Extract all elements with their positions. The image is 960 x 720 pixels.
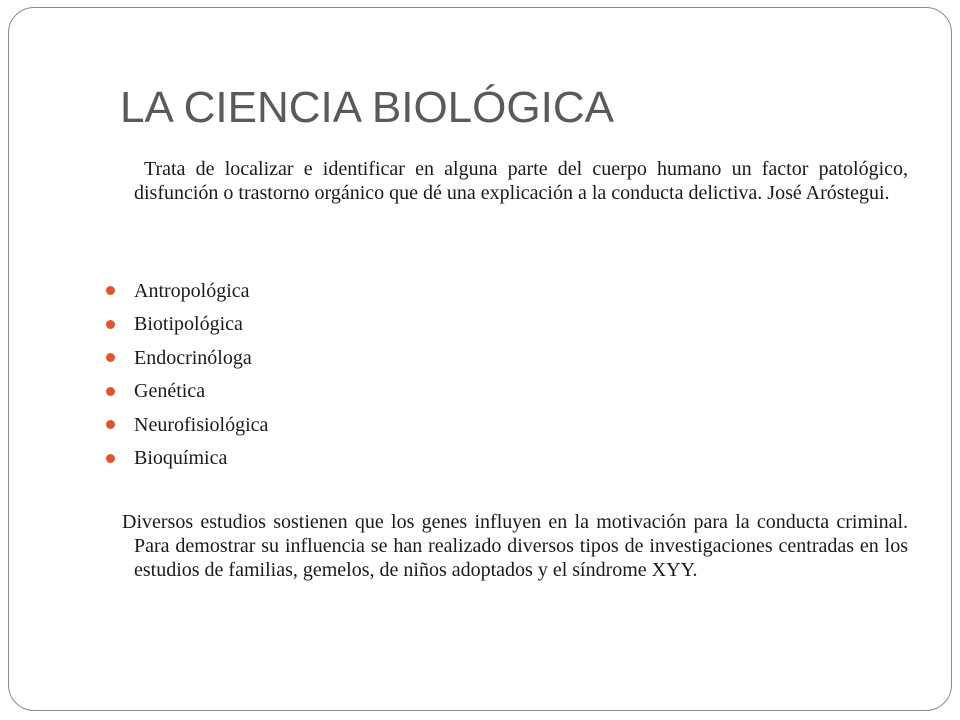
bullet-label: Genética [134,380,206,403]
bullet-label: Bioquímica [134,447,228,470]
list-item [106,442,268,476]
bullet-dot-icon [106,320,115,329]
list-item [106,408,268,442]
closing-paragraph: Diversos estudios sostienen que los genes influyen en la motivación para la conducta criminal. Para demostrar su influencia se han realizado diversos tipos de investigaciones centradas en los estudios de familias, gemelos, de niños adoptados y el síndrome XYY. [122,511,908,581]
bullet-label: Biotipológica [134,313,243,336]
list-item [106,375,268,409]
intro-paragraph: Trata de localizar e identificar en alguna parte del cuerpo humano un factor patológico, disfunción o trastorno orgánico que dé una explicación a la conducta delictiva. José Aróstegui. [134,158,908,204]
bullet-label: Endocrinóloga [134,346,252,369]
list-item [106,341,268,375]
bullet-list [106,274,268,475]
slide-title: LA CIENCIA BIOLÓGICA [120,83,614,132]
bullet-label: Neurofisiológica [134,413,269,436]
bullet-dot-icon [106,286,115,295]
bullet-dot-icon [106,353,115,362]
bullet-dot-icon [106,387,115,396]
bullet-label: Antropológica [134,279,250,302]
list-item [106,274,268,308]
bullet-dot-icon [106,420,115,429]
list-item [106,308,268,342]
bullet-dot-icon [106,454,115,463]
